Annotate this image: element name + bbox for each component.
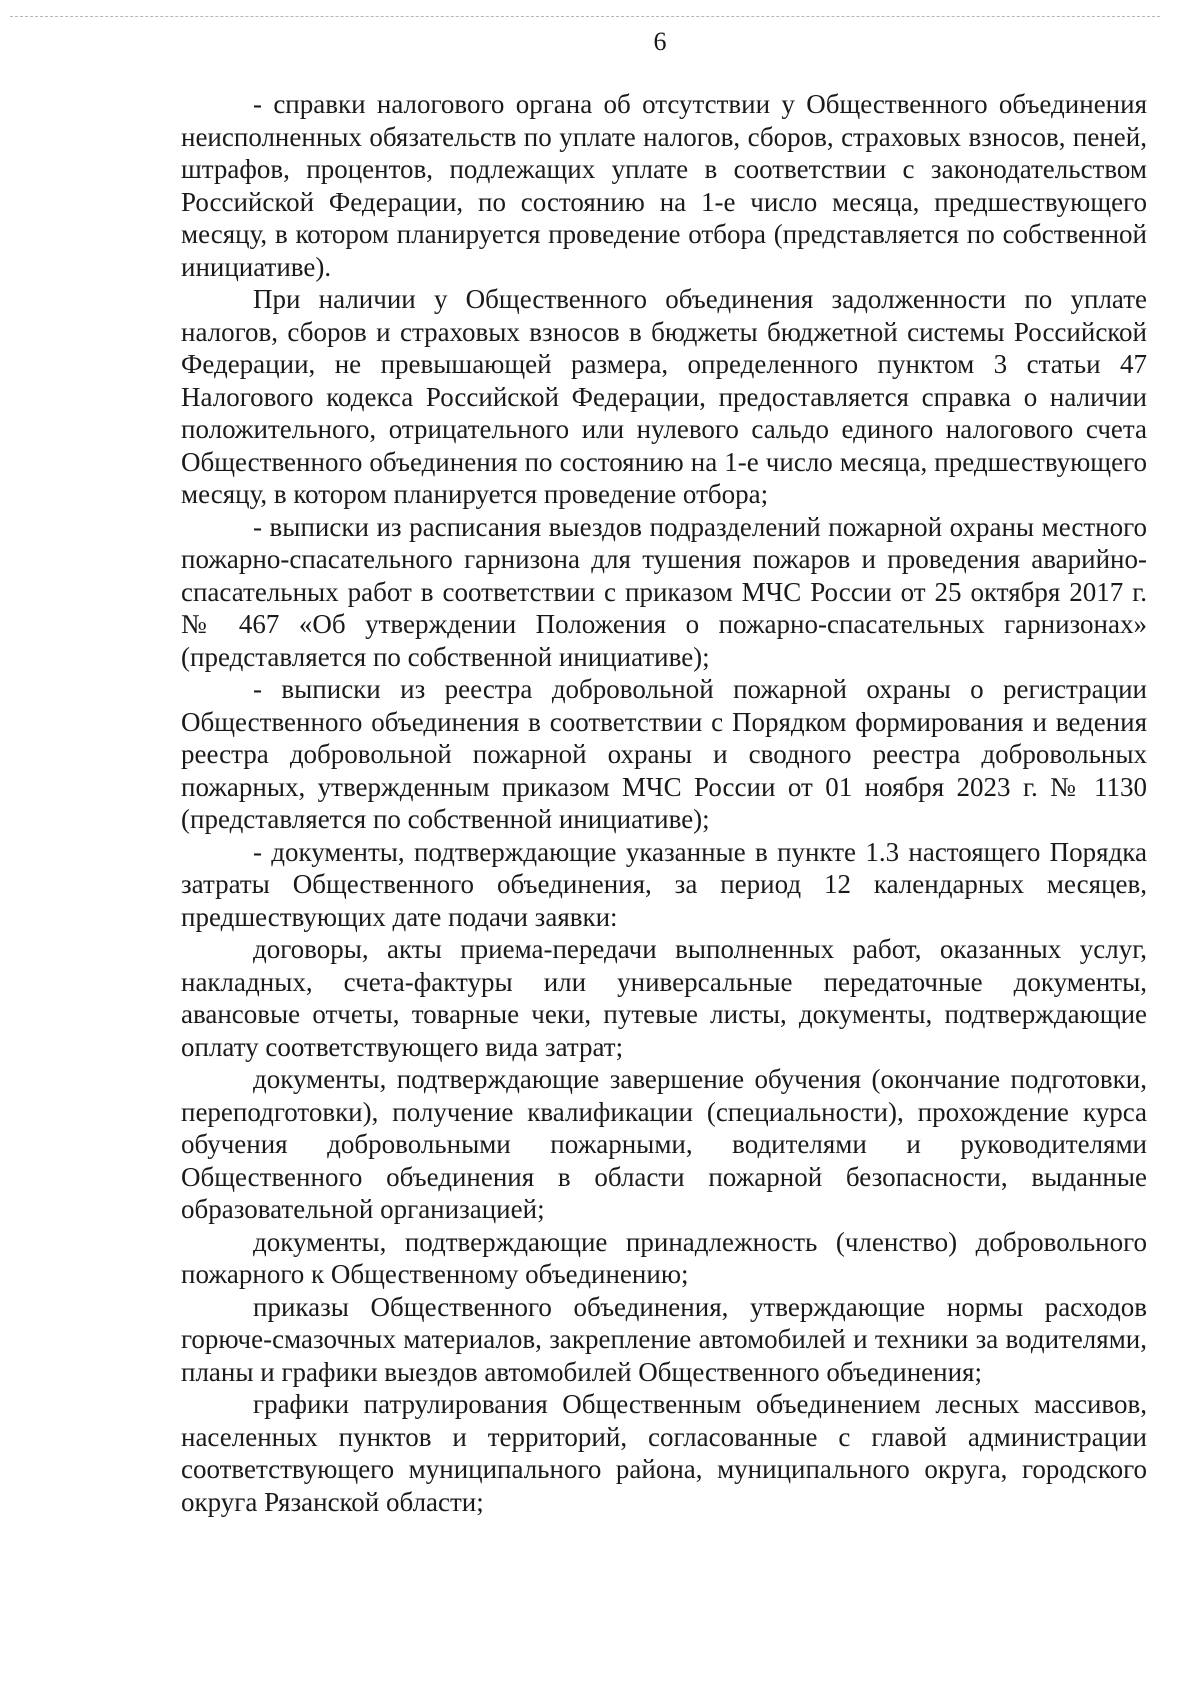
paragraph-tax-debt: При наличии у Общественного объединения задолженности по уплате налогов, сборов и страховых взносов в бюджеты бюджетной системы Российской Федерации, не превышающей размера, определенного пунктом 3 статьи 47 Налогового кодекса Российской Федерации, предоставляется справка о наличии положительного, отрицательного или нулевого сальдо единого налогового счета Общественного объединения по состоянию на 1-е число месяца, предшествующего месяцу, в котором планируется проведение отбора; — [181, 284, 1147, 509]
paragraph-tax-certificate: - справки налогового органа об отсутствии у Общественного объединения неисполненных обязательств по уплате налогов, сборов, страховых взносов, пеней, штрафов, процентов, подлежащих уплате в соответствии с законодательством Российской Федерации, по состоянию на 1-е число месяца, предшествующего месяцу, в котором планируется проведение отбора (представляется по собственной инициативе). — [181, 89, 1147, 282]
paragraph-expense-documents: - документы, подтверждающие указанные в пункте 1.3 настоящего Порядка затраты Общественного объединения, за период 12 календарных месяцев, предшествующих дате подачи заявки: — [181, 836, 1147, 932]
scan-edge-line — [10, 16, 1160, 17]
paragraph-training-documents: документы, подтверждающие завершение обучения (окончание подготовки, переподготовки), получение квалификации (специальности), прохождение курса обучения добровольными пожарными, водителями и руководителями Общественного объединения в области пожарной безопасности, выданные образовательной организацией; — [181, 1064, 1147, 1224]
paragraph-membership-documents: документы, подтверждающие принадлежность (членство) добровольного пожарного к Общественному объединению; — [181, 1226, 1147, 1289]
document-body — [181, 88, 1147, 1518]
paragraph-contracts: договоры, акты приема-передачи выполненных работ, оказанных услуг, накладных, счета-фактуры или универсальные передаточные документы, авансовые отчеты, товарные чеки, путевые листы, документы, подтверждающие оплату соответствующего вида затрат; — [181, 934, 1147, 1062]
paragraph-orders: приказы Общественного объединения, утверждающие нормы расходов горюче-смазочных материалов, закрепление автомобилей и техники за водителями, планы и графики выездов автомобилей Общественного объединения; — [181, 1291, 1147, 1387]
paragraph-patrol-schedules: графики патрулирования Общественным объединением лесных массивов, населенных пунктов и территорий, согласованные с главой администрации соответствующего муниципального района, муниципального округа, городского округа Рязанской области; — [181, 1389, 1147, 1517]
paragraph-volunteer-registry: - выписки из реестра добровольной пожарной охраны о регистрации Общественного объединения в соответствии с Порядком формирования и ведения реестра добровольной пожарной охраны и сводного реестра добровольных пожарных, утвержденным приказом МЧС России от 01 ноября 2023 г. № 1130 (представляется по собственной инициативе); — [181, 674, 1147, 834]
paragraph-garrison-schedule: - выписки из расписания выездов подразделений пожарной охраны местного пожарно-спасательного гарнизона для тушения пожаров и проведения аварийно-спасательных работ в соответствии с приказом МЧС России от 25 октября 2017 г. № 467 «Об утверждении Положения о пожарно-спасательных гарнизонах» (представляется по собственной инициативе); — [181, 511, 1147, 672]
page-number: 6 — [653, 27, 667, 56]
